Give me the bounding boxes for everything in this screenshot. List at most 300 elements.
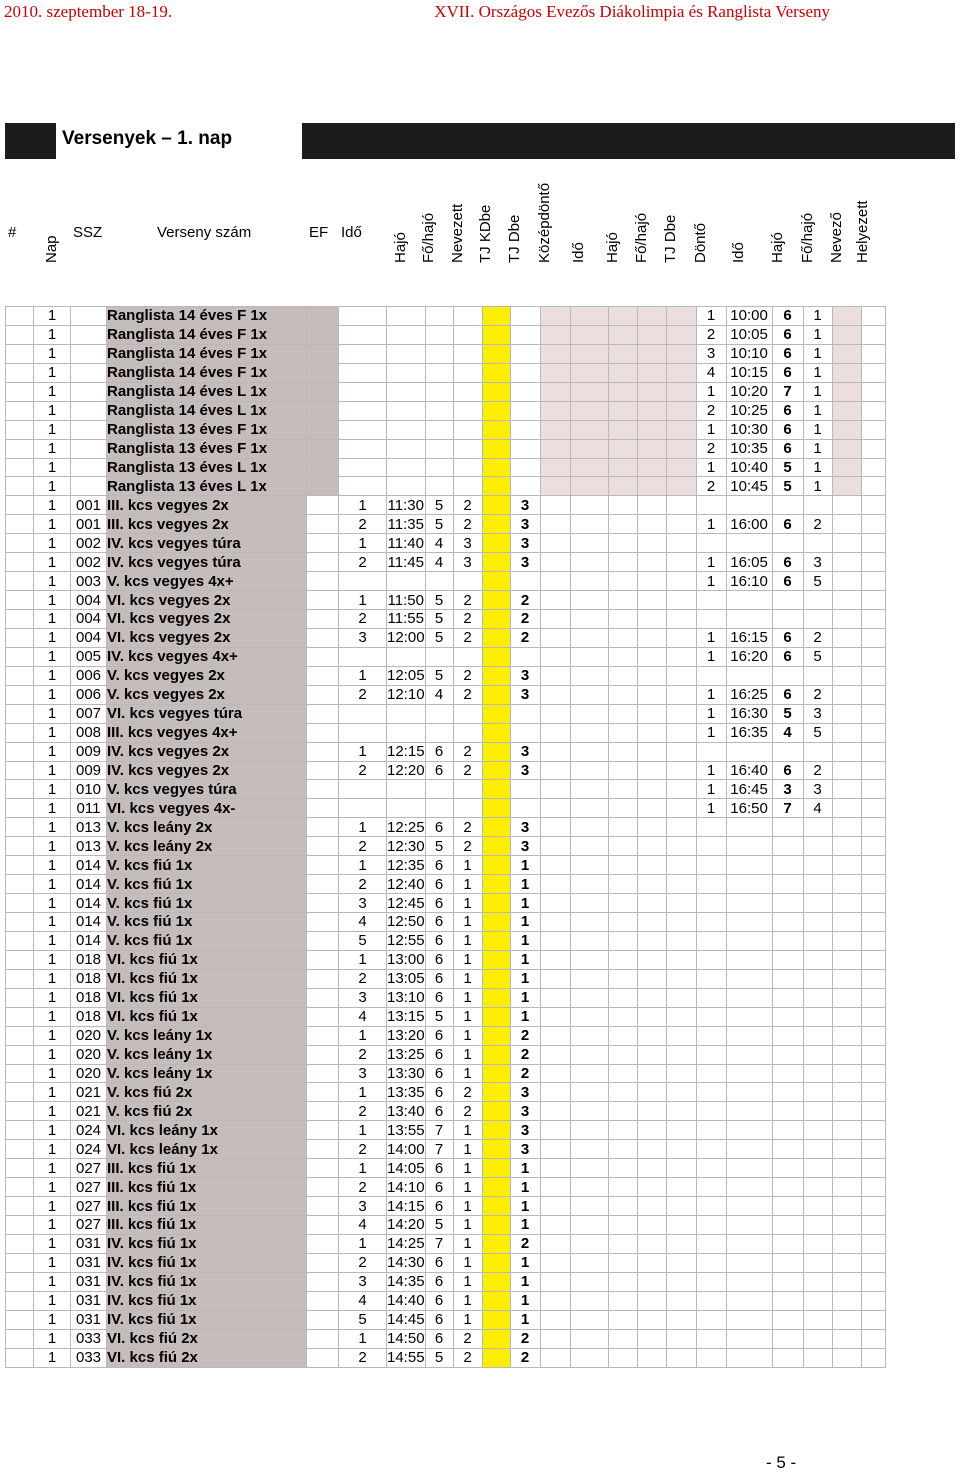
table-cell [861,685,885,704]
table-cell: 1 [803,439,832,458]
table-cell [726,837,772,856]
table-cell [637,1234,666,1253]
table-cell [696,931,726,950]
table-cell [453,799,482,818]
table-cell: V. kcs fiú 2x [107,1102,307,1121]
table-cell [832,496,861,515]
table-cell [726,950,772,969]
table-row [6,591,886,610]
table-row [6,496,886,515]
table-cell [861,477,885,496]
table-cell [453,723,482,742]
table-cell: V. kcs leány 2x [107,818,307,837]
table-cell [608,325,637,344]
table-cell [772,1310,803,1329]
table-cell [482,666,510,685]
table-cell: 14:55 [387,1349,425,1367]
table-cell [307,610,339,629]
table-cell: VI. kcs fiú 1x [107,950,307,969]
table-cell [803,1045,832,1064]
table-cell [540,875,570,894]
table-cell [510,344,540,363]
table-cell [861,704,885,723]
table-cell [540,685,570,704]
table-cell [6,401,34,420]
table-cell: Ranglista 14 éves F 1x [107,344,307,363]
table-cell [637,1272,666,1291]
table-cell: 14:10 [387,1178,425,1196]
table-cell [307,1159,339,1178]
table-cell [608,344,637,363]
column-header: Hajó [768,232,786,263]
table-cell [482,363,510,382]
table-cell [307,969,339,988]
table-cell: 1 [339,1159,387,1178]
table-cell [307,1083,339,1102]
table-cell [608,723,637,742]
table-cell: 3 [803,704,832,723]
table-cell: 1 [696,515,726,534]
table-cell [6,1121,34,1140]
table-cell: 1 [34,969,71,988]
table-cell [803,1197,832,1216]
table-cell [6,344,34,363]
table-cell [307,1121,339,1140]
table-cell [608,742,637,761]
table-cell [307,382,339,401]
table-cell: 1 [339,1234,387,1253]
table-cell: 3 [339,1272,387,1291]
table-cell [832,761,861,780]
table-cell: Ranglista 14 éves L 1x [107,382,307,401]
table-cell [570,420,608,439]
header-date: 2010. szeptember 18-19. [4,2,173,21]
table-cell [726,988,772,1007]
table-cell [540,799,570,818]
table-cell [608,1121,637,1140]
table-cell [540,950,570,969]
table-cell [772,1102,803,1121]
table-cell: 16:30 [726,704,772,723]
table-cell [637,496,666,515]
table-cell [608,1348,637,1367]
table-cell [425,799,453,818]
table-cell: 1 [34,307,71,326]
table-cell: 1 [803,307,832,326]
table-cell [608,931,637,950]
column-header: Döntő [692,222,709,263]
table-cell: 10:00 [726,307,772,326]
table-cell [726,742,772,761]
table-cell [666,477,696,496]
table-cell [666,780,696,799]
table-cell [832,534,861,553]
table-cell [6,742,34,761]
table-cell [482,1083,510,1102]
table-cell [832,1007,861,1026]
table-row [6,344,886,363]
table-cell [307,837,339,856]
table-cell [803,1178,832,1197]
table-cell [726,875,772,894]
table-cell [570,572,608,591]
table-cell [726,856,772,875]
table-cell: 6 [425,856,453,875]
table-cell [510,382,540,401]
table-cell [307,1007,339,1026]
table-cell [540,856,570,875]
table-cell [726,496,772,515]
table-cell [803,913,832,932]
table-cell [482,496,510,515]
table-cell: 1 [34,572,71,591]
table-cell [772,856,803,875]
table-cell: 12:05 [387,667,425,685]
table-cell [425,572,453,591]
table-cell [666,420,696,439]
title-bar-right [302,123,955,159]
table-cell [772,1026,803,1045]
table-cell [666,704,696,723]
table-cell [803,1121,832,1140]
table-cell: 1 [453,1007,482,1026]
table-cell [6,1272,34,1291]
column-header: Verseny szám [157,224,252,241]
column-header: Hajó [391,232,409,263]
column-header: TJ Dbe [506,214,523,263]
table-cell: 6 [772,553,803,572]
table-cell [510,401,540,420]
table-cell [482,931,510,950]
table-cell [666,1159,696,1178]
table-cell [570,1310,608,1329]
table-cell: 6 [425,1310,453,1329]
table-cell [803,496,832,515]
table-cell [608,647,637,666]
table-row [6,553,886,572]
table-row [6,439,886,458]
table-cell [570,534,608,553]
table-cell [803,1216,832,1235]
table-cell: 2 [803,628,832,647]
table-cell: 5 [425,610,453,629]
table-cell: 1 [510,1253,540,1272]
table-cell: 021 [71,1083,107,1102]
table-cell [726,1121,772,1140]
table-row [6,477,886,496]
table-cell [666,401,696,420]
table-cell: V. kcs vegyes túra [107,780,307,799]
table-cell: 5 [339,931,387,950]
table-cell [540,1216,570,1235]
table-cell [482,553,510,572]
table-cell: 11:40 [387,534,424,552]
table-cell [666,1121,696,1140]
table-cell: 1 [34,1121,71,1140]
table-cell [726,1291,772,1310]
table-cell [637,572,666,591]
table-cell [608,969,637,988]
table-cell [608,818,637,837]
table-cell [666,1178,696,1197]
table-cell: 11:35 [387,515,424,533]
table-cell: 5 [772,477,803,496]
table-cell: 1 [34,1272,71,1291]
table-cell [540,1102,570,1121]
table-cell [861,325,885,344]
table-cell: 1 [453,856,482,875]
table-cell [6,666,34,685]
table-cell: 027 [71,1159,107,1178]
table-cell: 12:10 [387,686,425,704]
table-cell [307,1140,339,1159]
table-cell [696,894,726,913]
table-cell: 5 [425,591,453,610]
table-cell [832,1216,861,1235]
table-cell: IV. kcs vegyes 4x+ [107,647,307,666]
table-cell: 6 [425,913,453,932]
table-cell [637,439,666,458]
table-cell [570,742,608,761]
table-cell: 6 [772,420,803,439]
table-cell: 1 [453,875,482,894]
table-cell [339,439,387,458]
table-cell [6,1291,34,1310]
table-cell: 024 [71,1121,107,1140]
table-cell: 1 [34,950,71,969]
table-cell: 10:10 [726,344,772,363]
table-cell [307,363,339,382]
table-cell [482,1064,510,1083]
table-cell [726,534,772,553]
table-cell [832,647,861,666]
table-cell [861,382,885,401]
table-cell [772,1140,803,1159]
table-cell [832,572,861,591]
table-cell: 2 [696,325,726,344]
table-cell [861,458,885,477]
table-cell [803,742,832,761]
table-cell: 2 [339,610,387,629]
table-cell: 16:25 [726,685,772,704]
table-cell: 2 [510,1026,540,1045]
table-cell [696,913,726,932]
table-cell: 1 [34,1329,71,1348]
table-cell [772,1007,803,1026]
table-cell [482,685,510,704]
table-cell [772,534,803,553]
table-cell [772,875,803,894]
table-cell [637,1121,666,1140]
table-cell [666,344,696,363]
table-cell [339,382,387,401]
table-cell [608,988,637,1007]
table-cell: 1 [34,1310,71,1329]
table-cell: 6 [425,1083,453,1102]
table-cell: 1 [34,439,71,458]
table-cell [482,420,510,439]
table-cell [637,875,666,894]
table-cell [666,534,696,553]
table-cell [666,496,696,515]
table-cell: 13:30 [387,1064,425,1082]
table-cell [832,344,861,363]
table-cell [482,1310,510,1329]
table-cell: 3 [453,553,482,572]
table-cell [570,477,608,496]
table-cell [637,647,666,666]
table-cell: 6 [772,761,803,780]
table-cell [861,1272,885,1291]
table-cell: 014 [71,894,107,913]
table-cell [6,1159,34,1178]
table-cell: IV. kcs vegyes túra [107,534,307,553]
table-cell: 1 [510,1197,540,1216]
table-cell [608,913,637,932]
table-cell: IV. kcs fiú 1x [107,1272,307,1291]
table-cell [540,591,570,610]
table-cell: 7 [772,799,803,818]
table-cell [425,780,453,799]
table-cell [666,591,696,610]
table-cell [608,704,637,723]
table-cell [540,1291,570,1310]
table-cell: 2 [803,515,832,534]
table-cell [570,1178,608,1197]
table-cell [666,325,696,344]
table-cell [570,458,608,477]
table-cell [726,1310,772,1329]
table-cell: 13:00 [387,951,425,969]
table-cell [307,515,339,534]
table-cell [666,1291,696,1310]
table-cell: 12:15 [387,743,425,761]
table-cell [387,420,426,439]
table-cell: 2 [453,591,482,610]
table-cell: 1 [510,1291,540,1310]
table-cell [637,1216,666,1235]
table-cell [772,1329,803,1348]
table-cell: 1 [453,931,482,950]
table-cell [861,950,885,969]
table-cell: 1 [453,969,482,988]
table-cell [696,1140,726,1159]
table-cell [726,1140,772,1159]
table-cell [425,477,453,496]
table-cell [803,988,832,1007]
table-row [6,515,886,534]
table-cell [861,913,885,932]
table-cell [696,1159,726,1178]
table-cell: 6 [425,1102,453,1121]
table-cell [307,894,339,913]
table-cell [637,837,666,856]
table-row [6,1083,886,1102]
column-header: Hajó [603,232,621,263]
table-cell [832,1348,861,1367]
table-cell: 1 [339,742,387,761]
table-cell: V. kcs fiú 1x [107,931,307,950]
table-cell [482,761,510,780]
table-cell: 14:45 [387,1311,425,1329]
table-cell [832,325,861,344]
table-cell: 1 [696,723,726,742]
table-cell: 2 [453,818,482,837]
table-cell [540,647,570,666]
table-cell [453,572,482,591]
table-cell: 1 [339,1083,387,1102]
table-cell [832,704,861,723]
table-cell [540,1083,570,1102]
table-cell [540,704,570,723]
table-cell: V. kcs leány 1x [107,1045,307,1064]
table-row [6,1253,886,1272]
table-cell [540,894,570,913]
table-cell: 1 [34,344,71,363]
table-row [6,1045,886,1064]
table-cell [861,856,885,875]
table-cell [637,666,666,685]
table-cell [482,1216,510,1235]
table-cell [666,572,696,591]
table-cell [387,799,426,818]
table-cell: 1 [696,307,726,326]
table-cell: 1 [510,1310,540,1329]
table-cell [608,875,637,894]
table-cell: 6 [425,875,453,894]
table-cell [540,931,570,950]
table-cell: 3 [339,1197,387,1216]
table-row [6,458,886,477]
table-cell: 6 [425,1253,453,1272]
table-cell [637,1083,666,1102]
column-header: Fő/hajó [798,212,816,263]
table-row [6,1064,886,1083]
table-cell [608,1007,637,1026]
table-cell [570,610,608,629]
table-cell [425,704,453,723]
table-cell [803,1026,832,1045]
table-cell [482,458,510,477]
table-cell [803,1348,832,1367]
table-cell [339,363,387,382]
table-cell [772,950,803,969]
table-cell [803,1310,832,1329]
table-cell [772,818,803,837]
table-cell [772,913,803,932]
table-cell [696,591,726,610]
table-cell: 10:35 [726,439,772,458]
table-cell [482,401,510,420]
table-cell: 2 [803,685,832,704]
table-cell: 1 [34,780,71,799]
table-cell [637,780,666,799]
table-cell [696,496,726,515]
table-cell [540,913,570,932]
table-cell [453,420,482,439]
table-cell [772,1083,803,1102]
table-cell [540,553,570,572]
title-bar-left [5,123,56,159]
table-cell [570,344,608,363]
table-cell: 2 [696,401,726,420]
table-cell: 1 [34,913,71,932]
table-cell: 5 [425,837,453,856]
table-cell [570,780,608,799]
table-cell [540,1007,570,1026]
table-cell: 1 [510,1272,540,1291]
table-cell [482,515,510,534]
